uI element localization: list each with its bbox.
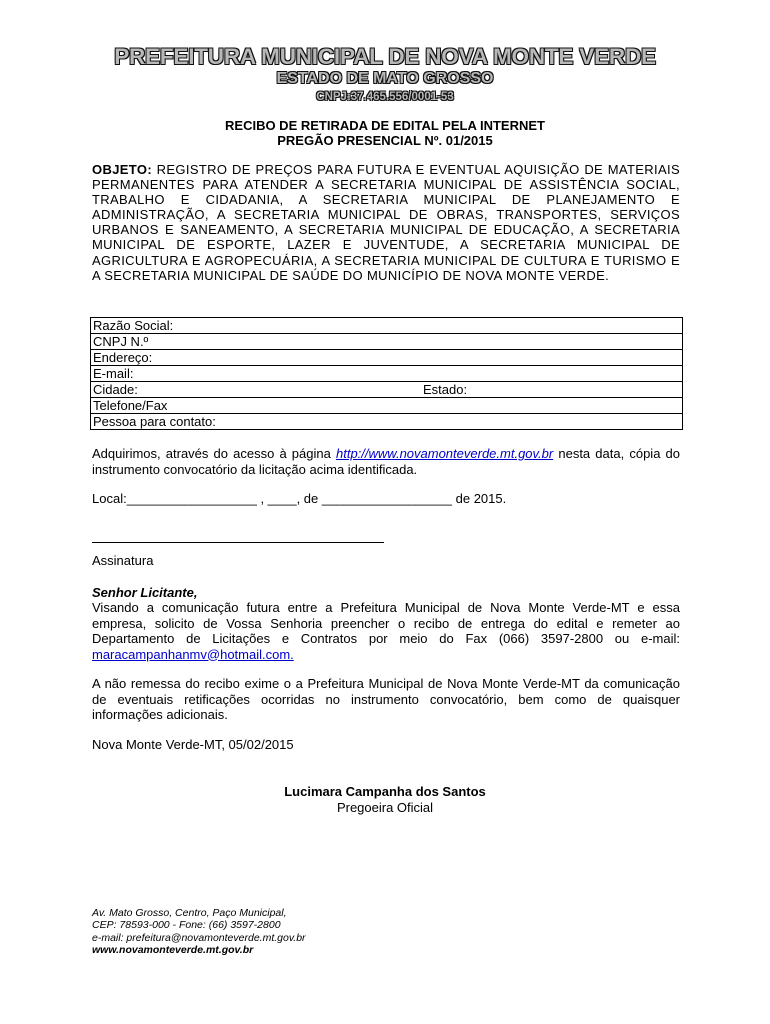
assinatura-label: Assinatura bbox=[92, 553, 154, 568]
visando-paragraph bbox=[92, 600, 680, 662]
footer bbox=[92, 907, 306, 956]
email-field: E-mail: bbox=[91, 366, 683, 382]
cnpj-title: CNPJ:37.465.556/0001-53 bbox=[316, 91, 454, 103]
signature-line bbox=[92, 542, 384, 543]
municipality-title: PREFEITURA MUNICIPAL DE NOVA MONTE VERDE bbox=[114, 44, 656, 69]
date-line: Nova Monte Verde-MT, 05/02/2015 bbox=[92, 737, 294, 752]
company-form-table bbox=[90, 317, 683, 430]
salutation: Senhor Licitante, bbox=[92, 585, 198, 600]
email-link[interactable]: maracampanhanmv@hotmail.com. bbox=[92, 646, 294, 662]
razao-social-field: Razão Social: bbox=[91, 318, 683, 334]
adquirimos-text: Adquirimos, através do acesso à página bbox=[92, 446, 336, 461]
telefone-field: Telefone/Fax bbox=[91, 398, 683, 414]
site-link[interactable]: http://www.novamonteverde.mt.gov.br bbox=[335, 446, 554, 461]
footer-cep: CEP: 78593-000 - Fone: (66) 3597-2800 bbox=[92, 919, 281, 932]
cidade-estado-row bbox=[91, 382, 683, 398]
cnpj-field: CNPJ N.º bbox=[91, 334, 683, 350]
state-title: ESTADO DE MATO GROSSO bbox=[276, 70, 494, 87]
adquirimos-text-end: nesta data, cópia do instrumento convocatório da licitação acima identificada. bbox=[92, 446, 681, 477]
estado-field: Estado: bbox=[423, 382, 468, 397]
document-title: RECIBO DE RETIRADA DE EDITAL PELA INTERNET bbox=[225, 118, 545, 133]
signatory-name: Lucimara Campanha dos Santos bbox=[284, 784, 486, 799]
objeto-text: REGISTRO DE PREÇOS PARA FUTURA E EVENTUAL AQUISIÇÃO DE MATERIAIS PERMANENTES PARA ATENDER A SECRETARIA MUNICIPAL DE ASSISTÊNCIA SOCIAL, TRABALHO E CIDADANIA, A SECRETARIA MUNICIPAL DE PLANEJAMENTO E ADMINISTRAÇÃO, A SECRETARIA MUNICIPAL DE OBRAS, TRANSPORTES, SERVIÇOS URBANOS E SANEAMENTO, A SECRETARIA MUNICIPAL DE EDUCAÇÃO, A SECRETARIA MUNICIPAL DE ESPORTE, LAZER E JUVENTUDE, A SECRETARIA MUNICIPAL DE AGRICULTURA E AGROPECUÁRIA, A SECRETARIA MUNICIPAL DE CULTURA E TURISMO E A SECRETARIA MUNICIPAL DE SAÚDE DO MUNICÍPIO DE NOVA MONTE VERDE. bbox=[92, 162, 680, 283]
cidade-field: Cidade: bbox=[93, 382, 138, 397]
visando-text: Visando a comunicação futura entre a Prefeitura Municipal de Nova Monte Verde-MT e essa empresa, solicito de Vossa Senhoria preencher o recibo de entrega do edital e remeter ao Departamento de Licitações e Contratos por meio do Fax (066) 3597-2800 ou e-mail: bbox=[92, 600, 680, 646]
objeto-paragraph bbox=[92, 162, 680, 283]
adquirimos-paragraph bbox=[92, 446, 680, 477]
footer-email: e-mail: prefeitura@novamonteverde.mt.gov.br bbox=[92, 931, 306, 944]
remessa-paragraph: A não remessa do recibo exime o a Prefeitura Municipal de Nova Monte Verde-MT da comunicação de eventuais retificações ocorridas no instrumento convocatório, bem como de quaisquer informações adicionais. bbox=[92, 676, 680, 722]
local-line: Local:__________________ , ____, de __________________ de 2015. bbox=[92, 491, 507, 506]
contato-field: Pessoa para contato: bbox=[91, 414, 683, 430]
footer-site: www.novamonteverde.mt.gov.br bbox=[92, 943, 254, 956]
endereco-field: Endereço: bbox=[91, 350, 683, 366]
objeto-label: OBJETO: bbox=[92, 162, 152, 177]
document-subtitle: PREGÃO PRESENCIAL Nº. 01/2015 bbox=[277, 133, 493, 148]
signatory-role: Pregoeira Oficial bbox=[336, 800, 434, 815]
footer-address: Av. Mato Grosso, Centro, Paço Municipal, bbox=[92, 907, 287, 919]
